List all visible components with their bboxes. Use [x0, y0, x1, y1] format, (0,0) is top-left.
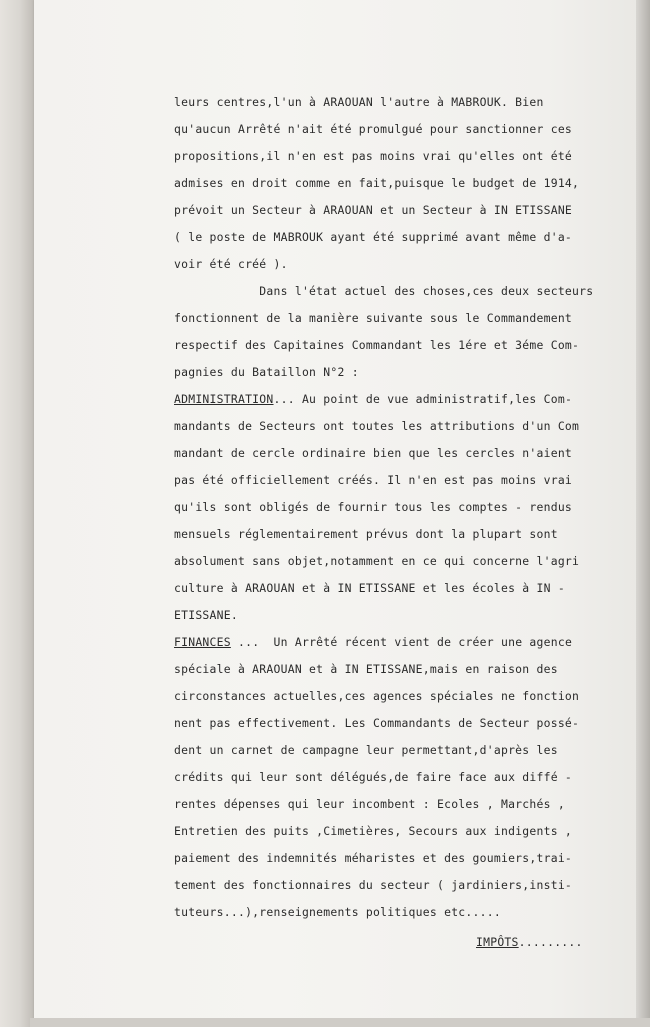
text-line: [174, 635, 572, 649]
text-line: absolument sans objet,notamment en ce qui concerne l'agri: [174, 554, 580, 568]
page-bottom-edge: [30, 1018, 650, 1027]
heading-administration: ADMINISTRATION: [174, 392, 274, 406]
heading-impots: IMPÔTS: [476, 935, 519, 949]
text-line: qu'ils sont obligés de fournir tous les comptes - rendus: [174, 500, 573, 514]
text-line: ( le poste de MABROUK ayant été supprimé avant même d'a-: [174, 230, 573, 244]
heading-ellipsis: ...: [230, 635, 274, 649]
text-line: propositions,il n'en est pas moins vrai qu'elles ont été: [174, 149, 573, 163]
text-line: qu'aucun Arrêté n'ait été promulgué pour sanctionner ces: [174, 122, 573, 136]
text-span: Dans l'état actuel des choses,ces deux secteurs: [259, 284, 594, 298]
text-line: prévoit un Secteur à ARAOUAN et un Secteur à IN ETISSANE: [174, 203, 573, 217]
text-line: voir été créé ).: [174, 257, 288, 271]
heading-ellipsis: .........: [518, 935, 583, 949]
text-line: spéciale à ARAOUAN et à IN ETISSANE,mais en raison des: [174, 662, 558, 676]
text-line: pagnies du Bataillon N°2 :: [174, 365, 359, 379]
text-line: tuteurs...),renseignements politiques etc.....: [174, 905, 501, 919]
paragraph-indent: [174, 284, 259, 298]
text-line: [174, 284, 593, 298]
text-line: ETISSANE.: [174, 608, 238, 622]
text-line: crédits qui leur sont délégués,de faire face aux diffé -: [174, 770, 573, 784]
text-line: admises en droit comme en fait,puisque le budget de 1914,: [174, 176, 580, 190]
heading-ellipsis: ...: [273, 392, 302, 406]
heading-finances: FINANCES: [174, 635, 231, 649]
text-line: tement des fonctionnaires du secteur ( jardiniers,insti-: [174, 878, 573, 892]
text-line: nent pas effectivement. Les Commandants de Secteur possé-: [174, 716, 580, 730]
text-line: circonstances actuelles,ces agences spéciales ne fonction: [174, 689, 580, 703]
text-line: culture à ARAOUAN et à IN ETISSANE et les écoles à IN -: [174, 581, 565, 595]
text-line: mensuels réglementairement prévus dont la plupart sont: [174, 527, 558, 541]
text-span: Au point de vue administratif,les Com-: [301, 392, 573, 406]
text-line: paiement des indemnités méharistes et des goumiers,trai-: [174, 851, 573, 865]
text-line: fonctionnent de la manière suivante sous le Commandement: [174, 311, 573, 325]
text-line: dent un carnet de campagne leur permettant,d'après les: [174, 743, 558, 757]
text-span: Un Arrêté récent vient de créer une agence: [273, 635, 573, 649]
text-line: pas été officiellement créés. Il n'en est pas moins vrai: [174, 473, 573, 487]
text-line: mandant de cercle ordinaire bien que les cercles n'aient: [174, 446, 573, 460]
text-line: mandants de Secteurs ont toutes les attributions d'un Com: [174, 419, 580, 433]
binder-edge: [0, 0, 36, 1027]
page-stack-edge: [636, 0, 650, 1027]
text-line: [476, 935, 583, 949]
text-line: rentes dépenses qui leur incombent : Ecoles , Marchés ,: [174, 797, 565, 811]
text-line: leurs centres,l'un à ARAOUAN l'autre à MABROUK. Bien: [174, 95, 544, 109]
text-line: [174, 392, 572, 406]
text-line: Entretien des puits ,Cimetières, Secours aux indigents ,: [174, 824, 573, 838]
text-line: respectif des Capitaines Commandant les 1ére et 3éme Com-: [174, 338, 580, 352]
